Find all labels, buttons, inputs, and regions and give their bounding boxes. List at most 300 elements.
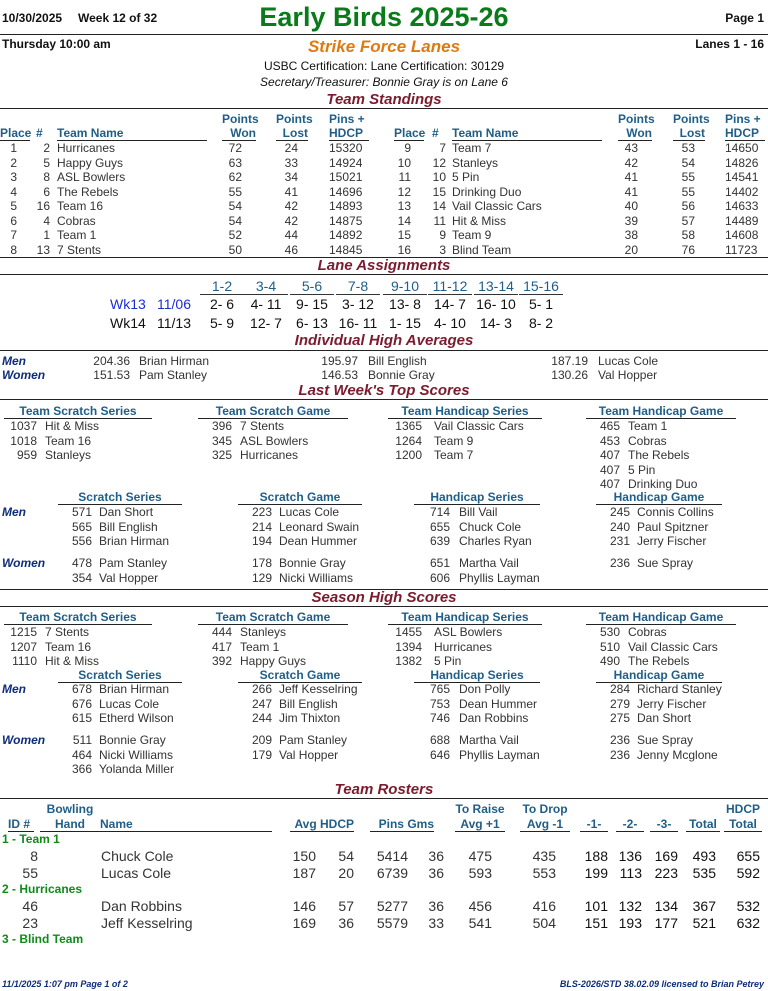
roster-player-hdcp-total: 532 bbox=[736, 898, 760, 914]
season-team-name: The Rebels bbox=[628, 654, 690, 668]
roster-player-to-raise: 541 bbox=[468, 915, 492, 931]
standings-team-number: 11 bbox=[433, 213, 446, 228]
standings-header-place-left: Place bbox=[0, 126, 32, 140]
lane-pair-3-4: 3-4 bbox=[244, 278, 288, 295]
lane-week-date: 11/06 bbox=[157, 296, 191, 312]
standings-pins-hdcp: 14402 bbox=[725, 184, 759, 199]
roster-player-game1: 151 bbox=[584, 915, 608, 931]
standings-place: 15 bbox=[397, 228, 411, 242]
season-team-score: 510 bbox=[599, 639, 620, 654]
season-women-label: Women bbox=[2, 733, 46, 747]
standings-team-name: Drinking Duo bbox=[452, 184, 522, 199]
last-week-team-name: Team 16 bbox=[45, 433, 92, 448]
women-label: Women bbox=[2, 368, 46, 382]
men-avg-value: 204.36 bbox=[93, 354, 130, 368]
standings-row bbox=[0, 141, 768, 156]
last-week-women-score: 354 bbox=[71, 570, 92, 585]
roster-header-bowling-1: Bowling bbox=[46, 802, 94, 816]
standings-header-lost-1-right: Points bbox=[673, 112, 710, 126]
high-averages-title: Individual High Averages bbox=[294, 332, 474, 349]
season-team-name: Hit & Miss bbox=[45, 654, 99, 668]
standings-team-number: 8 bbox=[43, 170, 50, 184]
standings-team-number: 4 bbox=[43, 213, 50, 228]
season-men-score: 615 bbox=[71, 711, 92, 725]
roster-player-hdcp-total: 655 bbox=[736, 848, 760, 864]
season-men-label: Men bbox=[2, 682, 26, 696]
lane-match: 1- 15 bbox=[389, 315, 421, 331]
roster-player-id: 8 bbox=[30, 848, 38, 864]
header-rule bbox=[0, 34, 768, 35]
last-week-ind-header: Scratch Game bbox=[238, 490, 362, 505]
roster-player-game2: 113 bbox=[619, 865, 642, 881]
last-week-women-name: Val Hopper bbox=[99, 570, 159, 585]
last-week-team-score: 396 bbox=[211, 419, 232, 433]
season-men-name: Etherd Wilson bbox=[99, 711, 174, 725]
last-week-men-name: Chuck Cole bbox=[459, 519, 522, 534]
standings-points-won: 72 bbox=[228, 141, 242, 155]
roster-player-to-drop: 435 bbox=[532, 848, 556, 864]
last-week-men-score: 571 bbox=[71, 505, 92, 519]
men-avg-name: Lucas Cole bbox=[598, 354, 659, 368]
roster-player-game3: 223 bbox=[654, 865, 678, 881]
men-avg-name: Brian Hirman bbox=[139, 354, 210, 368]
roster-player-id: 46 bbox=[22, 898, 38, 914]
last-week-team-score: 465 bbox=[599, 419, 620, 433]
standings-place: 11 bbox=[398, 170, 411, 184]
season-women-name: Val Hopper bbox=[279, 747, 339, 762]
roster-player-hdcp: 54 bbox=[338, 848, 354, 864]
lane-match: 8- 2 bbox=[528, 315, 554, 331]
standings-team-name: Blind Team bbox=[452, 242, 512, 257]
season-men-name: Bill English bbox=[279, 696, 338, 711]
last-week-men-name: Bill English bbox=[99, 519, 158, 534]
women-avg-value: 146.53 bbox=[321, 368, 358, 382]
standings-header-won-2-left: Won bbox=[222, 126, 256, 141]
roster-header-total: Total bbox=[686, 817, 720, 832]
last-week-team-name: Team 7 bbox=[434, 448, 474, 462]
season-men-name: Jim Thixton bbox=[279, 711, 341, 725]
standings-row bbox=[0, 214, 768, 229]
standings-row bbox=[0, 228, 768, 243]
season-ind-header: Scratch Series bbox=[58, 668, 182, 683]
roster-player-hdcp: 57 bbox=[338, 898, 354, 914]
season-women-name: Nicki Williams bbox=[99, 747, 173, 762]
last-week-women-name: Pam Stanley bbox=[99, 556, 168, 570]
season-team-name: Team 1 bbox=[240, 639, 280, 654]
roster-player-avg: 169 bbox=[292, 915, 316, 931]
season-team-header: Team Scratch Game bbox=[198, 610, 348, 625]
standings-pins-hdcp: 14633 bbox=[725, 199, 759, 213]
standings-points-lost: 42 bbox=[284, 213, 298, 228]
season-women-score: 236 bbox=[609, 733, 630, 747]
roster-player-game3: 134 bbox=[654, 898, 678, 914]
roster-player-games: 36 bbox=[428, 865, 444, 881]
footer-timestamp: 11/1/2025 1:07 pm Page 1 of 2 bbox=[2, 979, 128, 989]
standings-points-lost: 54 bbox=[681, 155, 695, 170]
last-week-ind-header: Handicap Game bbox=[596, 490, 722, 505]
roster-player-total: 367 bbox=[692, 898, 716, 914]
season-team-name: Team 16 bbox=[45, 639, 92, 654]
season-team-score: 1207 bbox=[10, 639, 37, 654]
season-men-name: Dean Hummer bbox=[459, 696, 538, 711]
roster-player-avg: 146 bbox=[292, 898, 316, 914]
standings-points-won: 41 bbox=[624, 184, 638, 199]
standings-team-name: Cobras bbox=[57, 213, 96, 228]
season-team-score: 1382 bbox=[395, 654, 422, 668]
season-men-name: Brian Hirman bbox=[99, 682, 170, 696]
roster-header-raise-2: Avg +1 bbox=[455, 817, 505, 832]
standings-header-num-right: # bbox=[432, 126, 439, 140]
last-week-team-score: 407 bbox=[599, 448, 620, 462]
standings-team-name: Vail Classic Cars bbox=[452, 199, 542, 213]
standings-team-number: 16 bbox=[36, 199, 50, 213]
roster-player-id: 55 bbox=[22, 865, 38, 881]
lane-week-date: 11/13 bbox=[157, 315, 191, 331]
last-week-men-score: 556 bbox=[71, 534, 92, 548]
day-time: Thursday 10:00 am bbox=[2, 37, 111, 51]
roster-header-game2: -2- bbox=[616, 817, 644, 832]
season-team-header: Team Handicap Game bbox=[586, 610, 736, 625]
last-week-team-name: Stanleys bbox=[45, 448, 92, 462]
lane-match: 6- 13 bbox=[296, 315, 328, 331]
last-week-men-score: 194 bbox=[251, 534, 272, 548]
roster-player-game1: 101 bbox=[584, 898, 608, 914]
season-team-score: 417 bbox=[211, 639, 232, 654]
lane-assignments-title: Lane Assignments bbox=[317, 257, 451, 274]
lane-match: 5- 1 bbox=[528, 296, 554, 312]
women-avg-name: Bonnie Gray bbox=[368, 368, 435, 382]
last-week-women-score: 129 bbox=[251, 570, 272, 585]
standings-pins-hdcp: 14541 bbox=[725, 170, 759, 184]
roster-player-hdcp-total: 632 bbox=[736, 915, 760, 931]
roster-player-hdcp: 20 bbox=[338, 865, 354, 881]
season-men-name: Richard Stanley bbox=[637, 682, 722, 696]
standings-header-pins-2-left: HDCP bbox=[329, 126, 369, 141]
standings-team-number: 3 bbox=[439, 242, 446, 257]
season-men-score: 247 bbox=[251, 696, 272, 711]
lanes-range: Lanes 1 - 16 bbox=[695, 37, 764, 51]
roster-player-name: Lucas Cole bbox=[101, 865, 172, 881]
roster-player-pins: 5277 bbox=[376, 898, 408, 914]
roster-player-id: 23 bbox=[22, 915, 38, 931]
standings-points-won: 41 bbox=[624, 170, 638, 184]
last-week-women-score: 236 bbox=[609, 556, 630, 570]
last-week-title: Last Week's Top Scores bbox=[298, 382, 470, 399]
last-week-team-score: 407 bbox=[599, 477, 620, 491]
women-avg-value: 151.53 bbox=[93, 368, 130, 382]
roster-player-game1: 188 bbox=[584, 848, 608, 864]
men-avg-name: Bill English bbox=[368, 354, 427, 368]
standings-points-lost: 24 bbox=[284, 141, 298, 155]
standings-place: 14 bbox=[397, 213, 411, 228]
standings-header-pins-2-right: HDCP bbox=[725, 126, 765, 141]
last-week-team-name: The Rebels bbox=[628, 448, 690, 462]
last-week-men-label: Men bbox=[2, 505, 26, 519]
lane-pair-1-2: 1-2 bbox=[200, 278, 244, 295]
last-week-ind-header: Scratch Series bbox=[58, 490, 182, 505]
standings-team-number: 5 bbox=[43, 155, 50, 170]
last-week-team-header: Team Scratch Series bbox=[4, 404, 152, 419]
roster-player-name: Dan Robbins bbox=[101, 898, 182, 914]
last-week-men-name: Dean Hummer bbox=[279, 534, 358, 548]
lane-pair-11-12: 11-12 bbox=[428, 278, 472, 295]
roster-player-game3: 169 bbox=[654, 848, 678, 864]
last-week-men-name: Paul Spitzner bbox=[637, 519, 709, 534]
season-men-name: Don Polly bbox=[459, 682, 511, 696]
standings-place: 1 bbox=[10, 141, 17, 155]
rosters-title: Team Rosters bbox=[334, 781, 434, 798]
standings-team-number: 7 bbox=[439, 141, 446, 155]
season-women-score: 646 bbox=[429, 747, 450, 762]
last-week-team-name: ASL Bowlers bbox=[240, 433, 309, 448]
standings-points-lost: 57 bbox=[681, 213, 695, 228]
season-women-name: Jenny Mcglone bbox=[637, 747, 718, 762]
standings-points-won: 20 bbox=[624, 242, 638, 257]
roster-player-game2: 132 bbox=[618, 898, 642, 914]
standings-team-number: 9 bbox=[439, 228, 446, 242]
lane-match: 9- 15 bbox=[296, 296, 328, 312]
women-avg-value: 130.26 bbox=[551, 368, 588, 382]
last-week-team-score: 325 bbox=[211, 448, 232, 462]
season-team-name: 5 Pin bbox=[434, 654, 462, 668]
last-week-men-score: 245 bbox=[609, 505, 630, 519]
lane-match: 3- 12 bbox=[342, 296, 374, 312]
last-week-team-header: Team Handicap Game bbox=[586, 404, 736, 419]
standings-header-won-1-right: Points bbox=[618, 112, 655, 126]
standings-pins-hdcp: 14489 bbox=[725, 213, 759, 228]
standings-points-won: 42 bbox=[624, 155, 638, 170]
season-men-score: 275 bbox=[609, 711, 630, 725]
standings-points-won: 62 bbox=[228, 170, 242, 184]
standings-points-won: 39 bbox=[624, 213, 638, 228]
season-title: Season High Scores bbox=[311, 589, 457, 606]
last-week-ind-header: Handicap Series bbox=[414, 490, 540, 505]
standings-points-won: 38 bbox=[624, 228, 638, 242]
last-week-women-score: 478 bbox=[71, 556, 92, 570]
standings-team-name: Team 9 bbox=[452, 228, 492, 242]
standings-team-number: 2 bbox=[43, 141, 50, 155]
last-week-team-name: Hit & Miss bbox=[45, 419, 99, 433]
standings-pins-hdcp: 14608 bbox=[725, 228, 759, 242]
standings-row bbox=[0, 243, 768, 258]
last-week-team-score: 959 bbox=[16, 448, 37, 462]
center-name: Strike Force Lanes bbox=[307, 37, 461, 56]
standings-points-won: 52 bbox=[228, 228, 242, 242]
roster-player-to-raise: 475 bbox=[468, 848, 492, 864]
roster-player-games: 36 bbox=[428, 848, 444, 864]
standings-team-number: 1 bbox=[43, 228, 50, 242]
standings-place: 12 bbox=[397, 184, 411, 199]
last-week-women-name: Phyllis Layman bbox=[459, 570, 540, 585]
season-women-score: 236 bbox=[609, 747, 630, 762]
last-week-men-name: Dan Short bbox=[99, 505, 154, 519]
season-team-score: 530 bbox=[599, 625, 620, 639]
season-men-score: 753 bbox=[429, 696, 450, 711]
standings-points-lost: 34 bbox=[284, 170, 298, 184]
standings-points-won: 43 bbox=[624, 141, 638, 155]
lane-match: 16- 11 bbox=[338, 315, 378, 331]
season-women-score: 511 bbox=[72, 733, 92, 747]
roster-player-to-raise: 456 bbox=[468, 898, 492, 914]
season-men-score: 765 bbox=[429, 682, 450, 696]
standings-place: 8 bbox=[10, 242, 17, 257]
men-label: Men bbox=[2, 354, 26, 368]
standings-team-name: Hurricanes bbox=[57, 141, 116, 155]
standings-place: 2 bbox=[10, 155, 17, 170]
standings-row bbox=[0, 156, 768, 171]
season-men-score: 279 bbox=[609, 696, 630, 711]
roster-header-drop-1: To Drop bbox=[522, 802, 568, 816]
standings-header-lost-2-right: Lost bbox=[673, 126, 705, 141]
standings-points-lost: 33 bbox=[284, 155, 298, 170]
standings-team-name: ASL Bowlers bbox=[57, 170, 126, 184]
roster-player-hdcp: 36 bbox=[338, 915, 354, 931]
standings-points-lost: 46 bbox=[284, 242, 298, 257]
last-week-women-name: Nicki Williams bbox=[279, 570, 353, 585]
season-men-score: 284 bbox=[609, 682, 630, 696]
last-week-women-score: 651 bbox=[429, 556, 450, 570]
season-women-name: Sue Spray bbox=[637, 733, 694, 747]
standings-header-team-left: Team Name bbox=[57, 126, 207, 141]
lanes-rule bbox=[0, 274, 768, 275]
standings-header-pins-1-right: Pins + bbox=[725, 112, 761, 126]
rosters-rule bbox=[0, 798, 768, 799]
last-week-men-score: 240 bbox=[609, 519, 630, 534]
last-week-team-header: Team Handicap Series bbox=[388, 404, 542, 419]
season-ind-header: Handicap Game bbox=[596, 668, 722, 683]
last-week-men-name: Lucas Cole bbox=[279, 505, 340, 519]
standings-team-name: Happy Guys bbox=[57, 155, 124, 170]
last-week-men-name: Leonard Swain bbox=[279, 519, 360, 534]
lane-match: 16- 10 bbox=[476, 296, 516, 312]
league-title: Early Birds 2025-26 bbox=[259, 2, 509, 32]
week-label: Week 12 of 32 bbox=[78, 11, 158, 25]
roster-player-game2: 136 bbox=[618, 848, 642, 864]
last-week-women-name: Sue Spray bbox=[637, 556, 694, 570]
standings-points-won: 55 bbox=[228, 184, 242, 199]
standings-pins-hdcp: 14650 bbox=[725, 141, 759, 155]
certification: USBC Certification: Lane Certification: 30129 bbox=[263, 59, 505, 73]
standings-points-won: 54 bbox=[228, 199, 242, 213]
standings-team-number: 12 bbox=[432, 155, 446, 170]
standings-row bbox=[0, 185, 768, 200]
standings-pins-hdcp: 14875 bbox=[329, 213, 363, 228]
lane-pair-7-8: 7-8 bbox=[336, 278, 380, 295]
season-men-score: 676 bbox=[71, 696, 92, 711]
last-week-team-score: 1264 bbox=[395, 433, 422, 448]
averages-rule bbox=[0, 350, 768, 351]
standings-pins-hdcp: 14826 bbox=[725, 155, 759, 170]
season-team-score: 392 bbox=[211, 654, 232, 668]
standings-place: 4 bbox=[10, 184, 17, 199]
standings-points-won: 54 bbox=[228, 213, 242, 228]
standings-header-pins-1-left: Pins + bbox=[329, 112, 365, 126]
roster-player-avg: 187 bbox=[292, 865, 316, 881]
season-men-name: Dan Short bbox=[637, 711, 692, 725]
standings-team-name: Team 16 bbox=[57, 199, 104, 213]
season-men-name: Jerry Fischer bbox=[637, 696, 707, 711]
season-women-score: 179 bbox=[251, 747, 272, 762]
roster-player-total: 535 bbox=[692, 865, 716, 881]
roster-header-id: ID # bbox=[8, 817, 34, 832]
season-men-score: 746 bbox=[429, 711, 450, 725]
standings-pins-hdcp: 14893 bbox=[329, 199, 363, 213]
men-avg-value: 195.97 bbox=[321, 354, 358, 368]
season-team-name: Stanleys bbox=[240, 625, 287, 639]
standings-place: 5 bbox=[10, 199, 17, 213]
lane-pair-15-16: 15-16 bbox=[519, 278, 563, 295]
last-week-men-score: 714 bbox=[429, 505, 450, 519]
standings-row bbox=[0, 199, 768, 214]
standings-header-lost-1-left: Points bbox=[276, 112, 313, 126]
roster-player-game2: 193 bbox=[618, 915, 642, 931]
roster-header-raise-1: To Raise bbox=[455, 802, 505, 816]
lane-match: 13- 8 bbox=[389, 296, 421, 312]
roster-player-to-raise: 593 bbox=[468, 865, 492, 881]
last-week-men-score: 231 bbox=[609, 534, 630, 548]
season-women-name: Pam Stanley bbox=[279, 733, 348, 747]
last-week-team-name: Team 9 bbox=[434, 433, 474, 448]
last-week-team-name: Team 1 bbox=[628, 419, 668, 433]
season-women-name: Yolanda Miller bbox=[99, 762, 174, 776]
roster-header-game1: -1- bbox=[580, 817, 608, 832]
season-women-name: Bonnie Gray bbox=[99, 733, 166, 747]
roster-player-pins: 5579 bbox=[376, 915, 408, 931]
season-men-score: 244 bbox=[251, 711, 272, 725]
roster-player-games: 36 bbox=[428, 898, 444, 914]
season-team-name: Happy Guys bbox=[240, 654, 307, 668]
standings-header-won-2-right: Won bbox=[618, 126, 652, 141]
season-men-score: 266 bbox=[251, 682, 272, 696]
standings-team-number: 6 bbox=[43, 184, 50, 199]
standings-points-lost: 42 bbox=[284, 199, 298, 213]
standings-team-number: 10 bbox=[432, 170, 446, 184]
report-date: 10/30/2025 bbox=[2, 11, 63, 25]
roster-team-name: 3 - Blind Team bbox=[2, 932, 84, 946]
roster-header-bowling-2: Hand bbox=[40, 817, 100, 832]
season-women-name: Martha Vail bbox=[459, 733, 519, 747]
standings-points-won: 50 bbox=[228, 242, 242, 257]
standings-pins-hdcp: 14845 bbox=[329, 242, 363, 257]
standings-team-name: Hit & Miss bbox=[452, 213, 506, 228]
lane-match: 2- 6 bbox=[209, 296, 235, 312]
season-team-score: 444 bbox=[211, 625, 232, 639]
season-women-score: 366 bbox=[71, 762, 92, 776]
standings-rule bbox=[0, 108, 768, 109]
standings-pins-hdcp: 15320 bbox=[329, 141, 363, 155]
lane-match: 4- 11 bbox=[250, 296, 282, 312]
season-team-name: Cobras bbox=[628, 625, 667, 639]
standings-points-lost: 76 bbox=[681, 242, 695, 257]
standings-team-name: 7 Stents bbox=[57, 242, 102, 257]
standings-points-lost: 53 bbox=[681, 141, 695, 155]
season-women-score: 688 bbox=[429, 733, 450, 747]
roster-header-hdcp-total-2: Total bbox=[724, 817, 762, 832]
last-week-men-score: 565 bbox=[71, 519, 92, 534]
roster-header-pins-gms: Pins Gms bbox=[370, 817, 434, 832]
lane-match: 4- 10 bbox=[434, 315, 466, 331]
standings-pins-hdcp: 11723 bbox=[725, 242, 758, 257]
standings-header-num-left: # bbox=[36, 126, 43, 140]
last-week-team-header: Team Scratch Game bbox=[198, 404, 348, 419]
standings-points-lost: 58 bbox=[681, 228, 695, 242]
page-number: Page 1 bbox=[725, 11, 764, 25]
season-men-score: 678 bbox=[71, 682, 92, 696]
lane-match: 12- 7 bbox=[250, 315, 282, 331]
secretary-note: Secretary/Treasurer: Bonnie Gray is on Lane 6 bbox=[260, 75, 508, 89]
last-week-men-name: Connis Collins bbox=[637, 505, 714, 519]
roster-player-name: Jeff Kesselring bbox=[101, 915, 193, 931]
